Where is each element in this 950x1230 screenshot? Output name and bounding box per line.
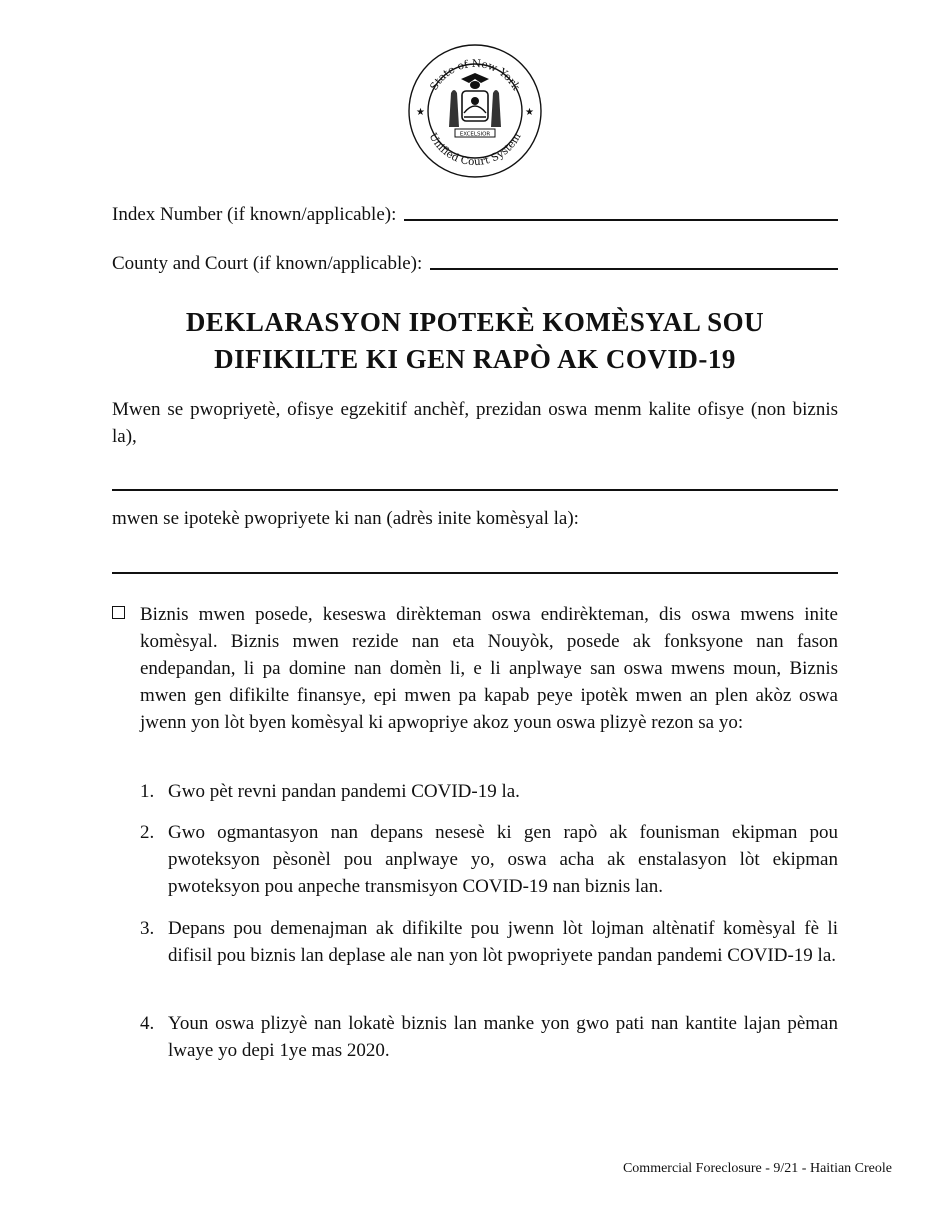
seal-top-text: State of New York bbox=[428, 57, 523, 93]
reason-number: 2. bbox=[140, 822, 155, 843]
title-line-1: DEKLARASYON IPOTEKÈ KOMÈSYAL SOU bbox=[185, 307, 765, 337]
reason-number: 1. bbox=[140, 781, 155, 802]
new-york-court-seal bbox=[407, 43, 543, 179]
address-input-line[interactable] bbox=[112, 572, 838, 574]
title-line-2: DIFIKILTE KI GEN RAPÒ AK COVID-19 bbox=[214, 344, 736, 374]
reason-text: Youn oswa plizyè nan lokatè biznis lan manke yon gwo pati nan kantite lajan pèman lwaye yo depi 1ye mas 2020. bbox=[168, 1013, 838, 1061]
reason-item-4 bbox=[140, 1010, 838, 1064]
county-court-label: County and Court (if known/applicable): bbox=[112, 253, 423, 274]
svg-text:★: ★ bbox=[525, 107, 534, 118]
seal-bottom-text: Unified Court System bbox=[426, 130, 524, 169]
reason-item-2 bbox=[140, 819, 838, 900]
address-label: mwen se ipotekè pwopriyete ki nan (adrès inite komèsyal la): bbox=[112, 508, 579, 529]
reason-text: Depans pou demenajman ak difikilte pou jwenn lòt lojman altènatif komèsyal fè li difisil pou biznis lan deplase ale nan yon lòt pwopriyete pandan pandemi COVID-19 la. bbox=[168, 918, 838, 966]
county-court-input-line[interactable] bbox=[430, 268, 838, 270]
index-number-field bbox=[112, 204, 838, 226]
seal-motto: EXCELSIOR bbox=[459, 131, 491, 138]
county-court-field bbox=[112, 253, 838, 275]
reason-number: 3. bbox=[140, 918, 155, 939]
document-title bbox=[100, 304, 850, 378]
reason-number: 4. bbox=[140, 1013, 155, 1034]
index-number-label: Index Number (if known/applicable): bbox=[112, 204, 397, 225]
index-number-input-line[interactable] bbox=[404, 219, 838, 221]
business-name-input-line[interactable] bbox=[112, 489, 838, 491]
hardship-checkbox[interactable] bbox=[112, 606, 125, 619]
reason-item-3 bbox=[140, 915, 838, 969]
reason-text: Gwo ogmantasyon nan depans nesesè ki gen rapò ak founisman ekipman pou pwoteksyon pèsonèl pou anplwaye yo, oswa acha ak enstalasyon lòt ekipman pwoteksyon pou anpeche transmisyon COVID-19 nan biznis lan. bbox=[168, 822, 838, 897]
reason-text: Gwo pèt revni pandan pandemi COVID-19 la. bbox=[168, 781, 520, 802]
hardship-statement: Biznis mwen posede, keseswa dirèkteman oswa endirèkteman, dis oswa mwens inite komèsyal. Biznis mwen rezide nan eta Nouyòk, posede ak fonksyone nan fason endepandan, li pa domine nan domèn li, e li anplwaye san oswa mwens moun, Biznis mwen gen difikilte finansye, epi mwen pa kapab peye ipotèk mwen an plen akòz oswa jwenn yon lòt byen komèsyal ki apwopriye akoz youn oswa plizyè rezon sa yo: bbox=[140, 604, 838, 733]
svg-text:★: ★ bbox=[416, 107, 425, 118]
reason-item-1 bbox=[140, 778, 838, 805]
footer-form-id: Commercial Foreclosure - 9/21 - Haitian Creole bbox=[622, 1161, 892, 1176]
intro-text: Mwen se pwopriyetè, ofisye egzekitif anchèf, prezidan oswa menm kalite ofisye (non biznis la), bbox=[112, 399, 838, 447]
